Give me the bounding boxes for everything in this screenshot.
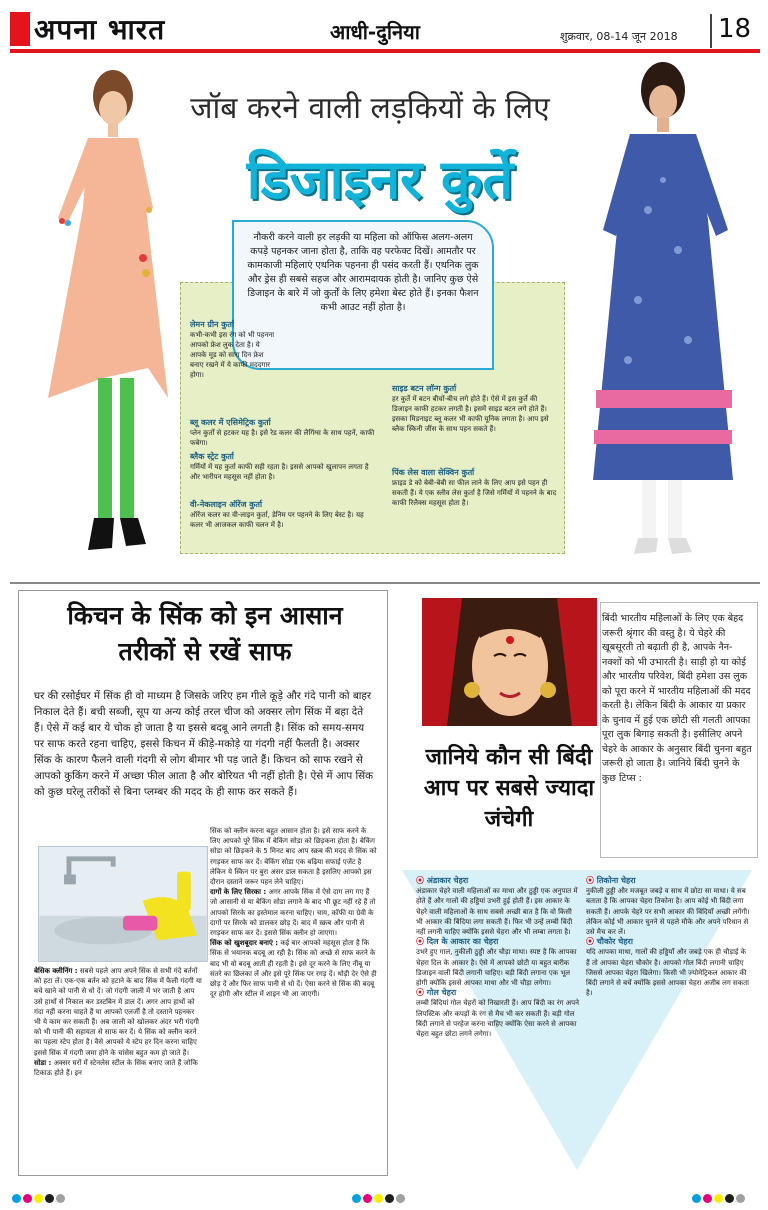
registration-dot (725, 1194, 734, 1203)
bindi-tip (586, 876, 750, 937)
kurta-item-text: प्लेन कुर्तों से हटकर यह है। इसे रेड कलर की लैगिंग्स के साथ पहनें, काफी फबेगा। (190, 429, 375, 447)
bindi-woman-image (422, 598, 597, 726)
bindi-tip-title-text: चौकोर चेहरा (596, 937, 633, 947)
bullet-icon: ⦿ (586, 876, 597, 885)
registration-dot (23, 1194, 32, 1203)
registration-dot (45, 1194, 54, 1203)
kurta-item-text: ऑरेंज कलर का वी-लाइन कुर्ता, डेनिम पर पहनने के लिए बेस्ट है। यह कलर भी आजकल काफी चलन में है। (190, 511, 364, 529)
bullet-icon: ⦿ (416, 988, 427, 998)
sink-paragraph-lead: दागों के लिए सिरका : (210, 888, 267, 897)
bindi-tip-text: अंडाकार चेहरे वाली महिलाओं का माथा और ठुड्डी एक अनुपात में होते हैं और गालों की हड्डियां उभरी हुई होती हैं। इस आकार के चेहरे वाली महिलाओं के साथ सबसे अच्छी बात है कि वो किसी भी आकार की बिंदिया लगा सकती हैं। फिर भी उन्हें लम्बी बिंदी नहीं लगनी चाहिए क्योंकि इससे चेहरा और भी लम्बा लगता है। (416, 887, 578, 937)
sink-column-1 (34, 966, 202, 1078)
bindi-tip-title-text: तिकोना चेहरा (596, 876, 636, 885)
bindi-tip-text: लम्बी बिंदियां गोल चेहरों को निखारती हैं। आप बिंदी का रंग अपने लिपस्टिक और कपड़ों के रंग से मैच भी कर सकती हैं। बड़ी गोल बिंदी लगाने से परहेज करना चाहिए क्योंकि ऐसा करने से आपका चेहरा बहुत छोटा लगने लगेगा। (416, 999, 579, 1039)
bindi-column-2 (586, 876, 750, 998)
sink-paragraph-text: सिंक को क्लीन करना बहुत आसान होता है। इसे साफ करने के लिए आपको पूरे सिंक में बेकिंग सोडा को छिड़कना होता है। बेकिंग सोडा को छिड़कने के 5 मिनट बाद आप स्क्रब की मदद से सिंक को रगड़कर साफ कर दें। बेकिंग सोडा एक बढ़िया सफाई एजेंट है लेकिन ये स्किन पर बुरा असर डाल सकता है इसलिए आपको इस दौरान दस्ताने जरूर पहन लेने चाहिए। (210, 827, 377, 887)
bindi-article-title: जानिये कौन सी बिंदी आप पर सबसे ज्यादा जंचेगी (423, 745, 595, 832)
bullet-icon: ⦿ (416, 937, 427, 947)
bullet-icon: ⦿ (416, 876, 427, 885)
model-blue-kurta-image (568, 60, 753, 560)
registration-dot (692, 1194, 701, 1203)
section-divider (10, 582, 760, 584)
bindi-tip-title-text: अंडाकार चेहरा (426, 876, 469, 885)
kurta-item-text: कभी-कभी इस रंग को भी पहनना आपको फ्रेश लुक देता है। ये आपके मूड को सारा दिन फ्रेश बनाए रखने में ये काफी मददगार होगा। (190, 331, 275, 379)
kurta-item-text: हर कुर्ते में बटन बीचों-बीच लगे होते हैं। ऐसे में इस कुर्ते की डिजाइन काफी हटकर लगती है। इसमें साइड बटन लगे होते हैं। इसका मिडनाइट ब्लू कलर भी काफी यूनिक लगता है। आप इसे ब्लैक स्किनी जींस के साथ पहन सकते हैं। (392, 395, 549, 433)
bindi-tip-title-text: गोल चेहरा (426, 988, 457, 998)
registration-dot (363, 1194, 372, 1203)
sink-paragraph (210, 826, 378, 887)
registration-dot (56, 1194, 65, 1203)
sink-cleaning-image (38, 846, 208, 962)
kurta-item-title: साइड बटन लॉन्ग कुर्ता (392, 384, 457, 393)
kurta-item-title: लेमन ग्रीन कुर्ता (190, 320, 235, 329)
section-title: आधी-दुनिया (330, 20, 420, 44)
sink-paragraph (34, 1058, 202, 1078)
header-separator (710, 14, 712, 48)
kurta-item-text: गर्मियों में यह कुर्ता काफी सही रहता है। इससे आपको खुलापन लगता है और भारीपन महसूस नहीं होता है। (190, 463, 369, 481)
kurta-item-title: ब्लैक स्ट्रेट कुर्ता (190, 452, 234, 461)
bindi-tip-title (416, 937, 580, 947)
sink-paragraph-lead: बेसिक क्लीनिंग : (34, 967, 78, 975)
registration-dot (34, 1194, 43, 1203)
bindi-article-intro: बिंदी भारतीय महिलाओं के लिए एक बेहद जरूरी श्रृंगार की वस्तु है। ये चेहरे की खूबसूरती तो बढ़ाती ही है, आपके नैन-नक्शों को भी उभारती है। साड़ी हो या कोई और भारतीय परिवेश, बिंदी हमेशा उस लुक को पूरा करने में भारतीय महिलाओं की मदद करती है। लेकिन बिंदी के आकार या प्रकार के चुनाव में हुई एक छोटी सी गलती आपका पूरा लुक बिगाड़ सकती है। इसीलिए अपने चेहरे के आकार के अनुसार बिंदी चुनना बहुत जरूरी हो जाता है। जानिये बिंदी चुनने के कुछ टिप्स : (602, 613, 752, 784)
kurta-item (190, 452, 375, 482)
registration-dot (714, 1194, 723, 1203)
kurta-item (190, 418, 375, 448)
sink-paragraph (34, 966, 202, 1058)
sink-column-2 (210, 826, 378, 999)
registration-dot (385, 1194, 394, 1203)
kurta-item (190, 500, 375, 530)
bullet-icon: ⦿ (586, 937, 597, 947)
page-number: 18 (718, 14, 752, 44)
kurta-item (392, 468, 557, 508)
bindi-tip-text: यदि आपका माथा, गालों की हड्डियाँ और जबड़े एक ही चौड़ाई के हैं तो आपका चेहरा चौकोर है। आपको गोल बिंदी लगानी चाहिए जिससे आपका चेहरा खिलेगा। किसी भी ज्योमेट्रिकल आकार की बिंदी लगाने से बचें क्योंकि इससे आपका चेहरा अजीब लग सकता है। (586, 948, 749, 998)
kurta-item-title: वी-नेकलाइन ऑरेंज कुर्ता (190, 500, 263, 509)
bindi-tip-title (586, 876, 750, 886)
registration-dot (352, 1194, 361, 1203)
feature-intro: नौकरी करने वाली हर लड़की या महिला को ऑफिस अलग-अलग कपड़े पहनकर जाना होता है, ताकि वह परफेक्ट दिखें। आमतौर पर कामकाजी महिलाएं एथनिक पहनना ही पसंद करती हैं। एथनिक लुक और ड्रेस ही सबसे सहज और आरामदायक होती है। जानिए कुछ ऐसे डिजाइन के बारे में जो कुर्तों के लिए हमेशा बेस्ट होते हैं। इनका फैशन कभी आउट नहीं होता है। (232, 220, 494, 370)
model-peach-kurta-image (28, 68, 178, 568)
sink-paragraph (210, 887, 378, 938)
footer-color-dots-center (352, 1188, 407, 1207)
bindi-tip (586, 937, 750, 998)
sink-article-title: किचन के सिंक को इन आसान तरीकों से रखें साफ (67, 601, 343, 666)
registration-dot (396, 1194, 405, 1203)
kurta-item-title: ब्लू कलर में एसिमेट्रिक कुर्ता (190, 418, 271, 427)
sink-paragraph-text: अगर आपके सिंक में ऐसे दाग लग गए हैं जो आसानी से या बेकिंग सोडा लगाने के बाद भी छूट नहीं रहे हैं तो आपको सिरके का इस्तेमाल करना चाहिए। चाय, कॉफी या ग्रेवी के दागों पर सिरके को डालकर छोड़ दें। बाद में स्क्रब और पानी से रगड़कर साफ कर दें। इससे सिंक क्लीन हो जाएगा। (210, 888, 376, 938)
sink-paragraph-text: सबसे पहले आप अपने सिंक से सभी गंदे बर्तनों को हटा लें। एक-एक बर्तन को हटाने के बाद सिंक में फैली गंदगी या बचे खाने को पानी से धो दें। जो गंदगी जाली में भर जाती है आप उसे हाथों से निकाल कर डस्टबिन में डाल दें। अगर आप हाथों को गंदा नहीं करना चाहते हैं या आपको एलर्जी है तो दस्ताने पहनकर भी ये काम कर सकती हैं। अब जाली को खोलकर अंदर भरी गंदगी को भी पानी की सहायता से साफ कर दें। ये सिंक को क्लीन करने का पहला स्टेप होता है। वैसे आपको ये स्टेप हर दिन करना चाहिए इससे सिंक में गंदगी जमा होने के चांसेस बहुत कम हो जाते हैं। (34, 967, 202, 1057)
bindi-tip-text: नुकीली ठुड्डी और मजबूत जबड़े व साथ में छोटा सा माथा। ये सब बताता है कि आपका चेहरा तिकोना है। आप कोई भी बिंदी लगा सकती हैं। आपके चेहरे पर सभी आकार की बिंदियाँ अच्छी लगेंगी। लेकिन कोई भी आकार चुनने से पहले मौके और अपने परिधान से उसे मैच कर लें। (586, 887, 750, 937)
bindi-tip-text: उभरे हुए गाल, नुकीली ठुड्डी और चौड़ा माथा। स्पष्ट है कि आपका चेहरा दिल के आकार है। ऐसे में आपको छोटी या बहुत बारीक डिजाइन वाली बिंदी लगानी चाहिए। बड़ी बिंदी लगाना एक भूल होगी क्योंकि इससे आपका माथा और भी चौड़ा लगेगा। (416, 948, 577, 988)
sink-paragraph-text: कई बार आपको महसूस होता है कि सिंक से भयानक बदबू आ रही है। सिंक को अच्छे से साफ करने के बाद भी वो बदबू आती ही रहती है। इसे दूर करने के लिए नींबू या संतरे का छिलका लें और इसे पूरे सिंक पर रगड़ दें। थोड़ी देर ऐसे ही छोड़ दें और फिर साफ पानी से धो दें। ऐसा करने से सिंक की बदबू दूर होगी और स्टील में शाइन भी आ जाएगी। (210, 939, 377, 999)
footer-color-dots-left (12, 1188, 67, 1207)
newspaper-brand: अपना भारत (34, 13, 166, 46)
bindi-tip-title (586, 937, 750, 947)
kurta-item (392, 384, 557, 434)
bindi-tip-title (416, 876, 580, 886)
header-rule (10, 49, 760, 53)
bindi-column-1 (416, 876, 580, 1039)
brand-color-block (10, 12, 30, 46)
sink-paragraph-text: अक्सर घरों में स्टेनलेस स्टील के सिंक बनाए जाते हैं जोकि टिकाऊ होते हैं। इन (34, 1058, 198, 1078)
bindi-tip-title-text: दिल के आकार का चेहरा (426, 937, 499, 947)
sink-paragraph (210, 938, 378, 999)
registration-dot (374, 1194, 383, 1203)
issue-date: शुक्रवार, 08-14 जून 2018 (560, 30, 678, 43)
kurta-item (190, 320, 275, 380)
feature-subheading: डिजाइनर कुर्ते (246, 148, 514, 211)
kurta-item-title: पिंक लेस वाला सेक्विन कुर्ता (392, 468, 475, 477)
bindi-tip (416, 876, 580, 937)
bindi-tip (416, 937, 580, 988)
bindi-tip-title (416, 988, 580, 998)
kurta-item-text: फ्राइड डे को बेबी-बेबी सा फील लाने के लिए आप इसे पहन ही सकती हैं। ये एक स्लीव लेस कुर्ता है जिसे गर्मियों में पहनने के बाद काफी रिलैक्स महसूस होता है। (392, 479, 557, 507)
registration-dot (736, 1194, 745, 1203)
footer-color-dots-right (692, 1188, 747, 1207)
sink-article-intro: घर की रसोईघर में सिंक ही वो माध्यम है जिसके जरिए हम गीले कूड़े और गंदे पानी को बाहर निकाल देते हैं। बची सब्जी, सूप या अन्य कोई तरल चीज को अक्सर लोग सिंक में बहा देते हैं। ऐसे में कई बार ये चोक हो जाता है या इससे बदबू आने लगती है। सिंक को समय-समय पर साफ करते रहना चाहिए, इससे किचन में कीड़े-मकोड़े या गंदगी नहीं फैलती है। अक्सर सिंक के कारण फैलने वाली गंदगी से लोग बीमार भी पड़ जाते हैं। किचन को साफ रखने से आपको कुकिंग करने में अच्छा फील आता है और बोरियत भी नहीं होती है। ऐसे में आप सिंक को कुछ घरेलू तरीकों से बिना प्लम्बर की मदद के ही साफ कर सकते हैं। (34, 690, 374, 798)
sink-paragraph-lead: सोडा : (34, 1058, 52, 1067)
sink-paragraph-lead: सिंक को खुशबूदार बनाएं : (210, 939, 279, 948)
bindi-tip (416, 988, 580, 1039)
feature-heading: जॉब करने वाली लड़कियों के लिए (190, 91, 550, 126)
registration-dot (703, 1194, 712, 1203)
registration-dot (12, 1194, 21, 1203)
